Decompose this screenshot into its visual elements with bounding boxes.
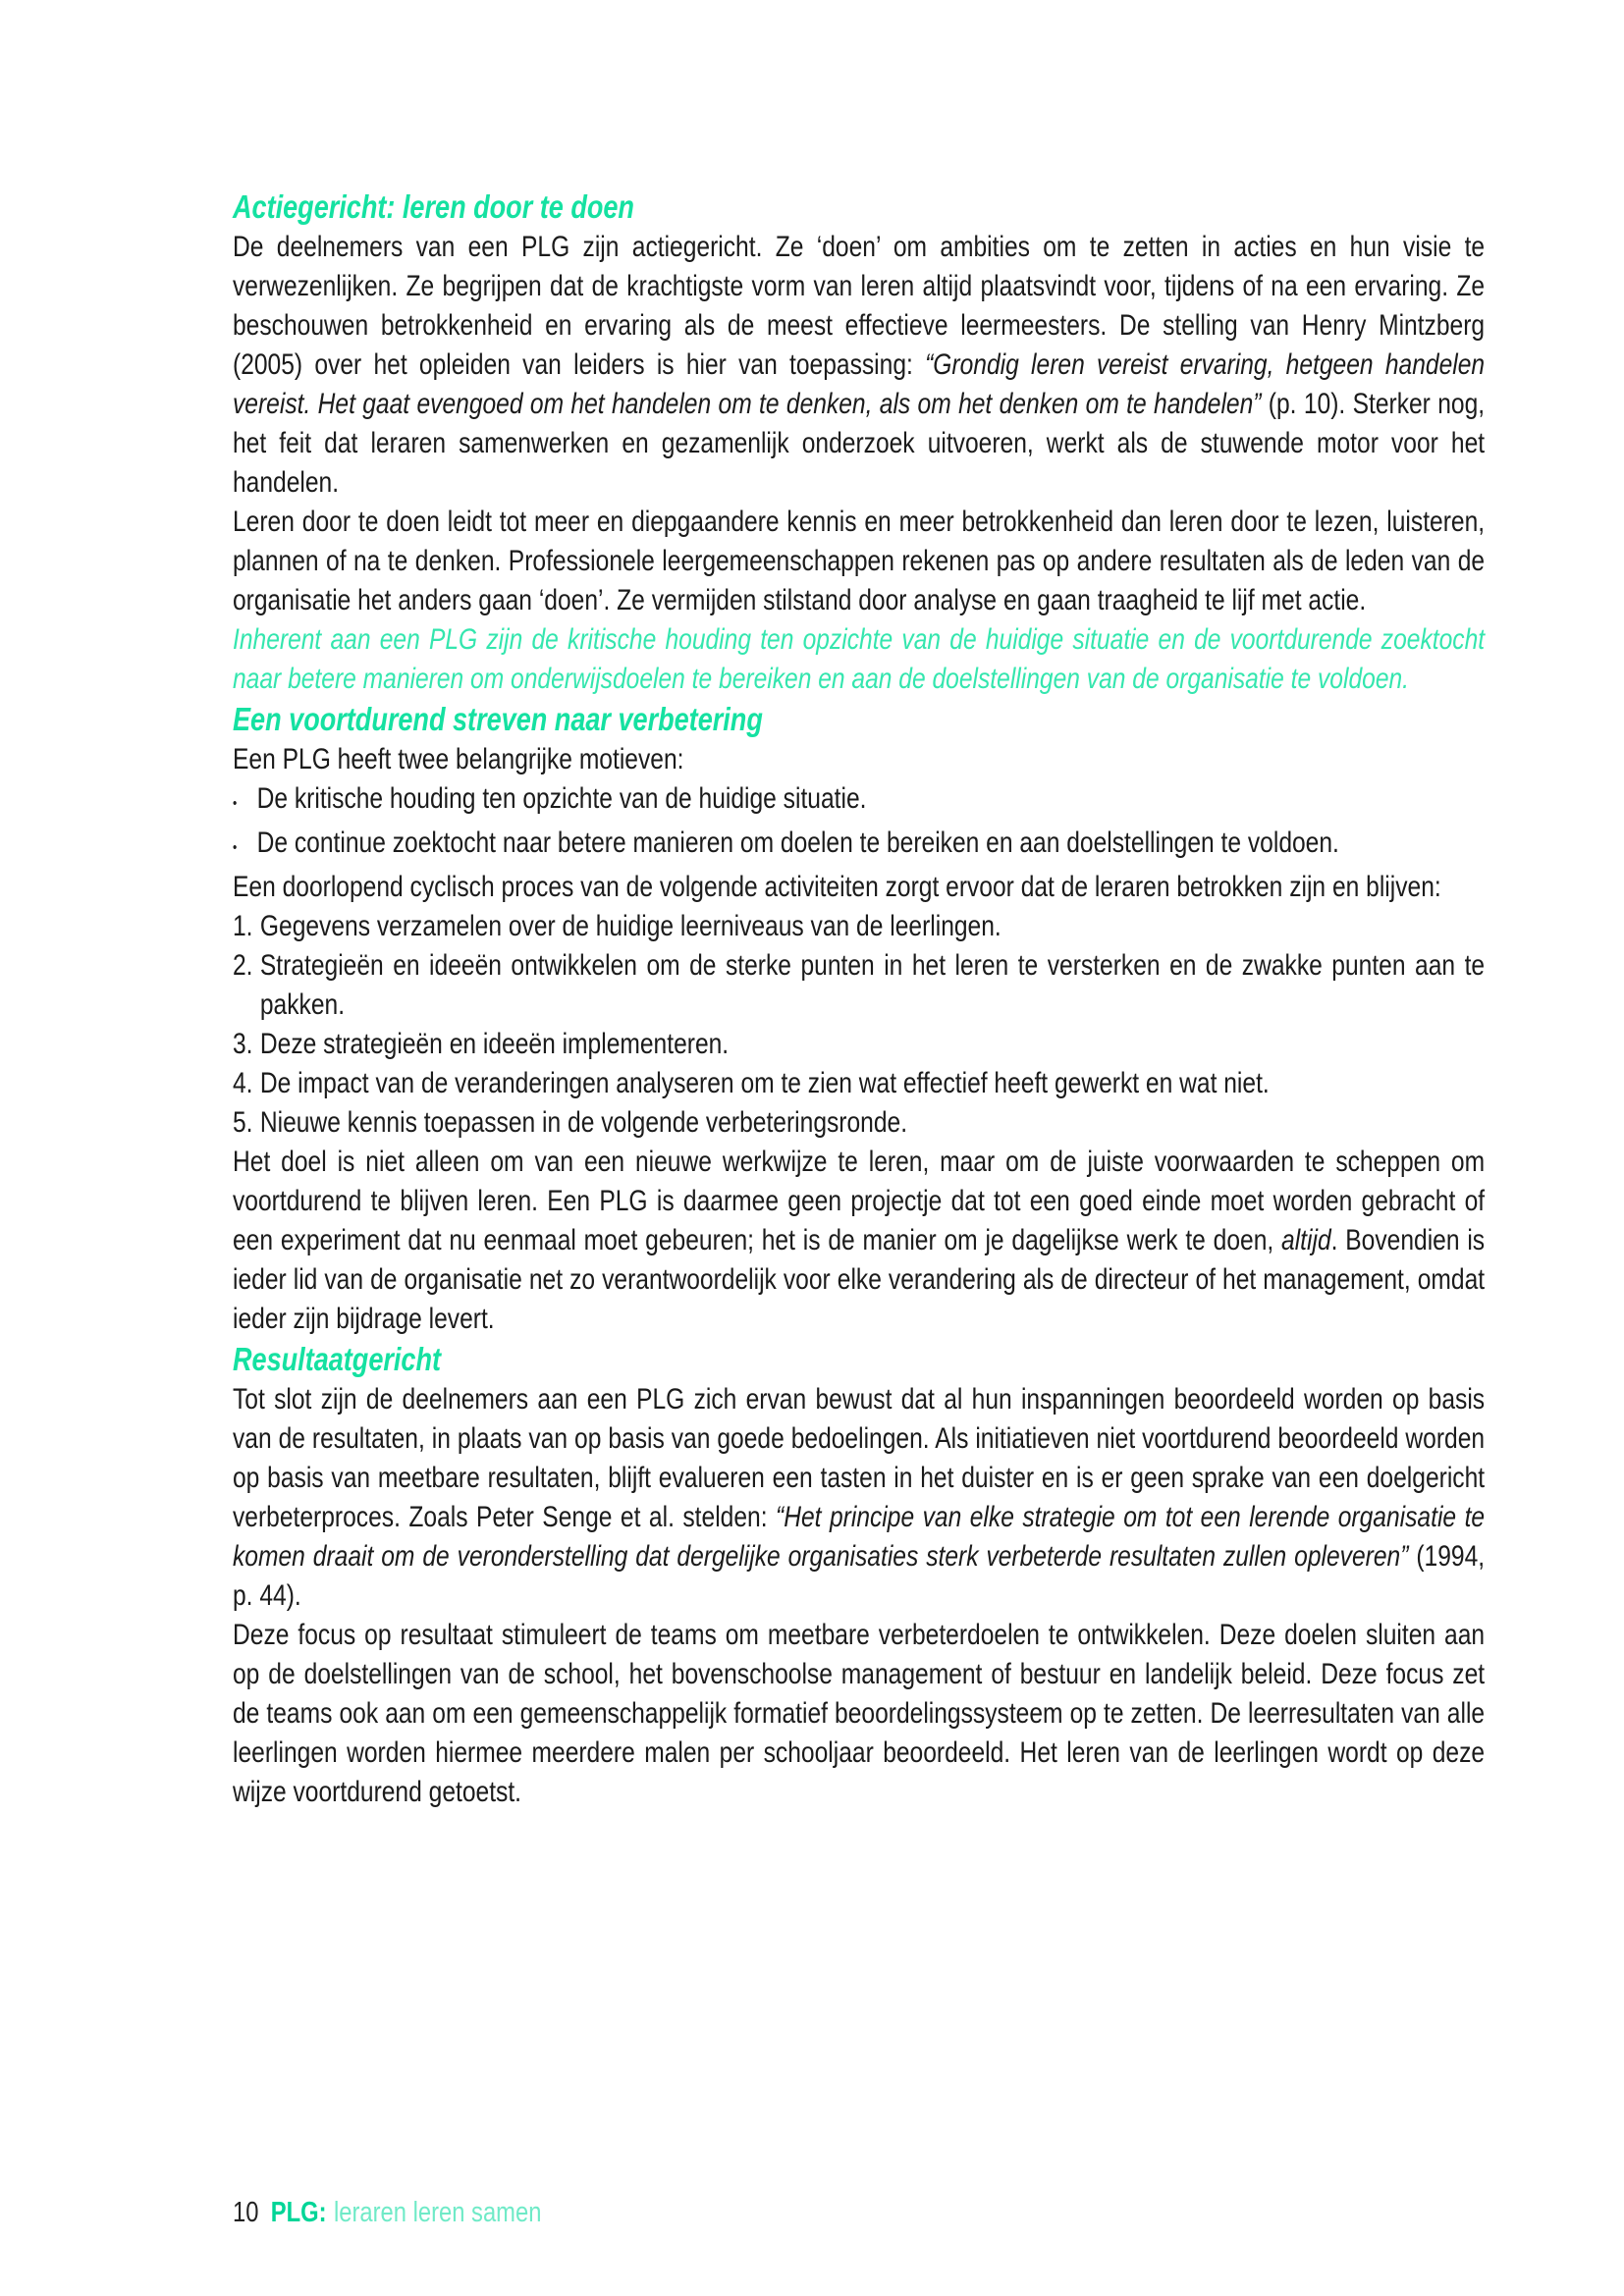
list-item — [233, 1064, 1485, 1103]
bullet-item-text: De continue zoektocht naar betere manieren om doelen te bereiken en aan doelstellingen te voldoen. — [256, 827, 1339, 859]
list-item — [233, 1103, 1485, 1143]
paragraph-resultaatgericht-2: Deze focus op resultaat stimuleert de teams om meetbare verbeterdoelen te ontwikkelen. Deze doelen sluiten aan op de doelstellingen van de school, het bovenschoolse management of bestuur en landelijk beleid. Deze focus zet de teams ook aan om een gemeenschappelijk formatief beoordelingssysteem op te zetten. De leerresultaten van alle leerlingen worden hiermee meerdere malen per schooljaar beoordeeld. Het leren van de leerlingen wordt op deze wijze voortdurend getoetst. — [233, 1619, 1486, 1808]
paragraph-motieven-intro: Een PLG heeft twee belangrijke motieven: — [233, 743, 684, 775]
list-number: 2. — [233, 949, 253, 982]
numbered-item-text: Nieuwe kennis toepassen in de volgende verbeteringsronde. — [259, 1106, 908, 1139]
paragraph-het-doel — [233, 1143, 1485, 1339]
list-item — [233, 907, 1485, 946]
numbered-item-text: Strategieën en ideeën ontwikkelen om de sterke punten in het leren te versterken en de zwakke punten aan te pakken. — [259, 949, 1486, 1021]
bullet-marker-icon: • — [233, 839, 238, 856]
footer-book-title: PLG: — [270, 2197, 327, 2228]
list-item — [233, 946, 1485, 1025]
paragraph-actiegericht-2: Leren door te doen leidt tot meer en diepgaandere kennis en meer betrokkenheid dan leren door te lezen, luisteren, plannen of na te denken. Professionele leergemeenschappen rekenen pas op andere resultaten als de leden van de organisatie het anders gaan ‘doen’. Ze vermijden stilstand door analyse en gaan traagheid te lijf met actie. — [233, 506, 1486, 616]
paragraph-resultaatgericht-1 — [233, 1380, 1485, 1616]
pull-quote: Inherent aan een PLG zijn de kritische houding ten opzichte van de huidige situatie en de voortdurende zoektocht naar betere manieren om onderwijsdoelen te bereiken en aan de doelstellingen van de organisatie te voldoen. — [233, 623, 1486, 695]
list-number: 5. — [233, 1106, 253, 1139]
emphasis-altijd: altijd — [1281, 1224, 1331, 1256]
numbered-list — [233, 907, 1485, 1143]
paragraph-text: Het doel is niet alleen om van een nieuwe werkwijze te leren, maar om de juiste voorwaarden te scheppen om voortdurend te blijven leren. Een PLG is daarmee geen projectje dat tot een goed einde moet worden gebracht of een experiment dat nu eenmaal moet gebeuren; het is de manier om je dagelijkse werk te doen, — [233, 1146, 1486, 1256]
paragraph-text: (1994, p. 44). — [233, 1540, 1486, 1612]
paragraph-actiegericht-1 — [233, 228, 1485, 503]
list-number: 1. — [233, 910, 253, 942]
page-footer — [233, 2193, 1485, 2232]
list-item — [233, 779, 1485, 824]
quote-italic-senge: “Het principe van elke strategie om tot een lerende organisatie te komen draait om de veronderstelling dat dergelijke organisaties sterk verbeterde resultaten zullen opleveren” — [233, 1501, 1486, 1573]
page-number: 10 — [233, 2197, 259, 2228]
paragraph-cyclisch-intro: Een doorlopend cyclisch proces van de volgende activiteiten zorgt ervoor dat de leraren betrokken zijn en blijven: — [233, 871, 1441, 903]
paragraph-text: . Bovendien is ieder lid van de organisatie net zo verantwoordelijk voor elke verandering als de directeur of het management, omdat ieder zijn bijdrage levert. — [233, 1224, 1486, 1335]
quote-italic-mintzberg: “Grondig leren vereist ervaring, hetgeen handelen vereist. Het gaat evengoed om het handelen om te denken, als om het denken om te handelen” — [233, 348, 1486, 420]
paragraph-text: (p. 10). Sterker nog, het feit dat leraren samenwerken en gezamenlijk onderzoek uitvoeren, werkt als de stuwende motor voor het handelen. — [233, 388, 1486, 499]
list-number: 3. — [233, 1028, 253, 1060]
list-number: 4. — [233, 1067, 253, 1099]
numbered-item-text: De impact van de veranderingen analyseren om te zien wat effectief heeft gewerkt en wat niet. — [259, 1067, 1270, 1099]
numbered-item-text: Deze strategieën en ideeën implementeren. — [259, 1028, 730, 1060]
section-heading-resultaatgericht: Resultaatgericht — [233, 1341, 442, 1377]
bullet-list — [233, 779, 1485, 868]
footer-book-subtitle: leraren leren samen — [333, 2197, 542, 2228]
bullet-item-text: De kritische houding ten opzichte van de huidige situatie. — [256, 782, 867, 815]
section-heading-actiegericht: Actiegericht: leren door te doen — [233, 188, 634, 225]
section-heading-streven: Een voortdurend streven naar verbetering — [233, 701, 763, 737]
paragraph-text: Tot slot zijn de deelnemers aan een PLG zich ervan bewust dat al hun inspanningen beoordeeld worden op basis van de resultaten, in plaats van op basis van goede bedoelingen. Als initiatieven niet voortdurend beoordeeld worden op basis van meetbare resultaten, blijft evalueren een tasten in het duister en is er geen sprake van een doelgericht verbeterproces. Zoals Peter Senge et al. stelden: — [233, 1383, 1486, 1533]
text-column — [233, 187, 1485, 1812]
list-item — [233, 1025, 1485, 1064]
paragraph-text: De deelnemers van een PLG zijn actiegericht. Ze ‘doen’ om ambities om te zetten in acties en hun visie te verwezenlijken. Ze begrijpen dat de krachtigste vorm van leren altijd plaatsvindt voor, tijdens of na een ervaring. Ze beschouwen betrokkenheid en ervaring als de meest effectieve leermeesters. De stelling van Henry Mintzberg (2005) over het opleiden van leiders is hier van toepassing: — [233, 231, 1486, 381]
numbered-item-text: Gegevens verzamelen over de huidige leerniveaus van de leerlingen. — [259, 910, 1001, 942]
list-item — [233, 824, 1485, 868]
bullet-marker-icon: • — [233, 795, 238, 812]
